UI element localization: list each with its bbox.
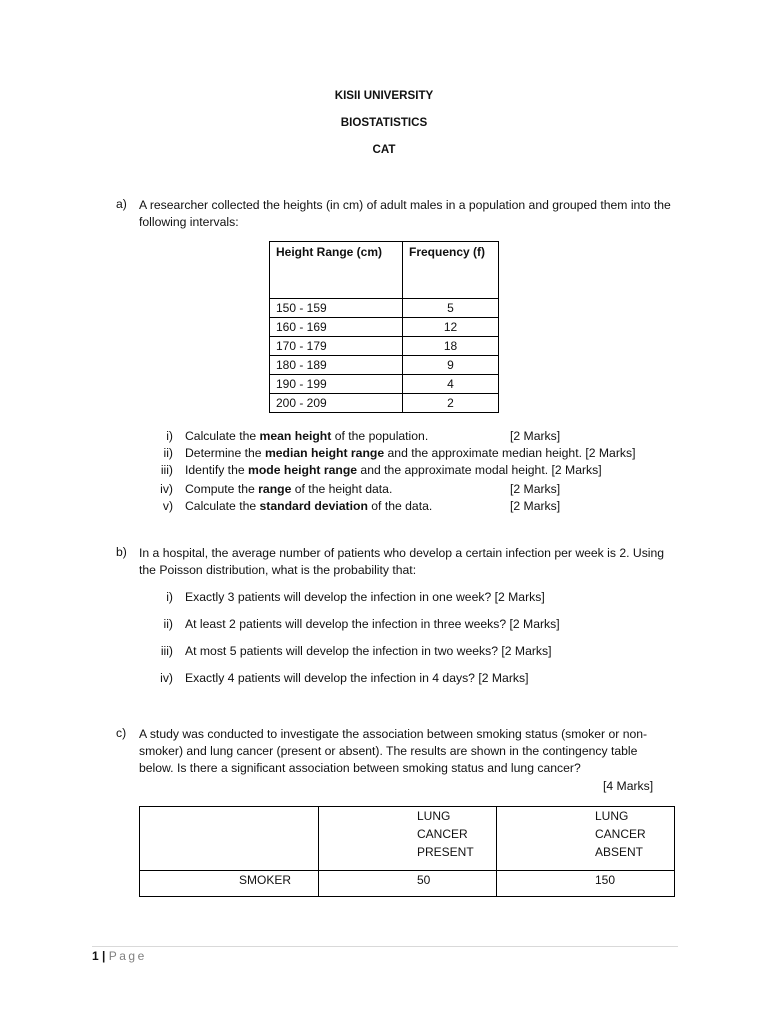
part-marks: [2 Marks] [510, 429, 561, 443]
header-lung-cancer-absent: LUNG CANCER ABSENT [497, 807, 675, 871]
part-marks: [2 Marks] [585, 446, 636, 460]
part-text: Exactly 3 patients will develop the infection in one week? [2 Marks] [185, 590, 545, 604]
footer-separator: | [102, 949, 106, 963]
part-marks: [2 Marks] [510, 499, 561, 513]
frequency-cell: 5 [403, 299, 499, 318]
part-number: iii) [160, 463, 173, 477]
part-text: At most 5 patients will develop the infection in two weeks? [2 Marks] [185, 644, 552, 658]
height-range-cell: 200 - 209 [270, 394, 403, 413]
part-marks: [2 Marks] [551, 463, 602, 477]
cancer-absent-value: 150 [497, 871, 675, 897]
table-header-frequency: Frequency (f) [403, 242, 499, 299]
table-header-height: Height Range (cm) [270, 242, 403, 299]
part-number: i) [166, 590, 173, 604]
cancer-present-value: 50 [319, 871, 497, 897]
empty-header-cell [140, 807, 319, 871]
part-text: Determine the median height range and the approximate median height. [2 Marks] [185, 446, 636, 460]
question-b-text: In a hospital, the average number of patients who develop a certain infection per week is 2. Using the Poisson distribution, what is the probability that: [139, 546, 665, 577]
height-range-cell: 170 - 179 [270, 337, 403, 356]
page-word: Page [108, 949, 147, 963]
frequency-cell: 4 [403, 375, 499, 394]
question-b-label: b) [116, 545, 127, 559]
frequency-table [269, 241, 499, 413]
footer-divider [92, 946, 678, 947]
part-number: ii) [163, 446, 173, 460]
part-text: Identify the mode height range and the approximate modal height. [2 Marks] [185, 463, 602, 477]
table-row [270, 299, 499, 318]
part-text: At least 2 patients will develop the infection in three weeks? [2 Marks] [185, 617, 560, 631]
question-c-label: c) [116, 726, 127, 740]
table-row [270, 394, 499, 413]
contingency-table [139, 806, 675, 897]
question-a-text: A researcher collected the heights (in cm) of adult males in a population and grouped them into the following intervals: [139, 198, 671, 229]
part-number: i) [166, 429, 173, 443]
part-text: Calculate the standard deviation of the data. [185, 499, 433, 513]
height-range-cell: 160 - 169 [270, 318, 403, 337]
part-number: v) [162, 499, 173, 513]
part-number: iv) [160, 671, 173, 685]
header-lung-cancer-present: LUNG CANCER PRESENT [319, 807, 497, 871]
frequency-cell: 12 [403, 318, 499, 337]
question-a-label: a) [116, 197, 127, 211]
part-number: iii) [160, 644, 173, 658]
question-c-text: A study was conducted to investigate the association between smoking status (smoker or non-smoker) and lung cancer (present or absent). The results are shown in the contingency table below. Is there a significant association between smoking status and lung cancer? [139, 727, 648, 775]
part-text: Calculate the mean height of the population. [185, 429, 429, 443]
table-row [270, 318, 499, 337]
university-title: KISII UNIVERSITY [334, 89, 434, 102]
course-title: BIOSTATISTICS [340, 116, 428, 129]
height-range-cell: 150 - 159 [270, 299, 403, 318]
table-header-row [270, 242, 499, 299]
part-text: Exactly 4 patients will develop the infection in 4 days? [2 Marks] [185, 671, 529, 685]
frequency-cell: 9 [403, 356, 499, 375]
page-number: 1 [92, 949, 99, 963]
part-number: ii) [163, 617, 173, 631]
table-row [270, 356, 499, 375]
frequency-cell: 18 [403, 337, 499, 356]
table-row [270, 375, 499, 394]
table-row [140, 871, 675, 897]
contingency-header-row [140, 807, 675, 871]
part-text: Compute the range of the height data. [185, 482, 393, 496]
row-label-smoker: SMOKER [140, 871, 319, 897]
part-marks: [2 Marks] [510, 482, 561, 496]
part-number: iv) [160, 482, 173, 496]
height-range-cell: 180 - 189 [270, 356, 403, 375]
height-range-cell: 190 - 199 [270, 375, 403, 394]
table-row [270, 337, 499, 356]
frequency-cell: 2 [403, 394, 499, 413]
exam-title: CAT [372, 143, 396, 156]
question-c-marks: [4 Marks] [603, 779, 654, 793]
page-footer [92, 949, 147, 963]
